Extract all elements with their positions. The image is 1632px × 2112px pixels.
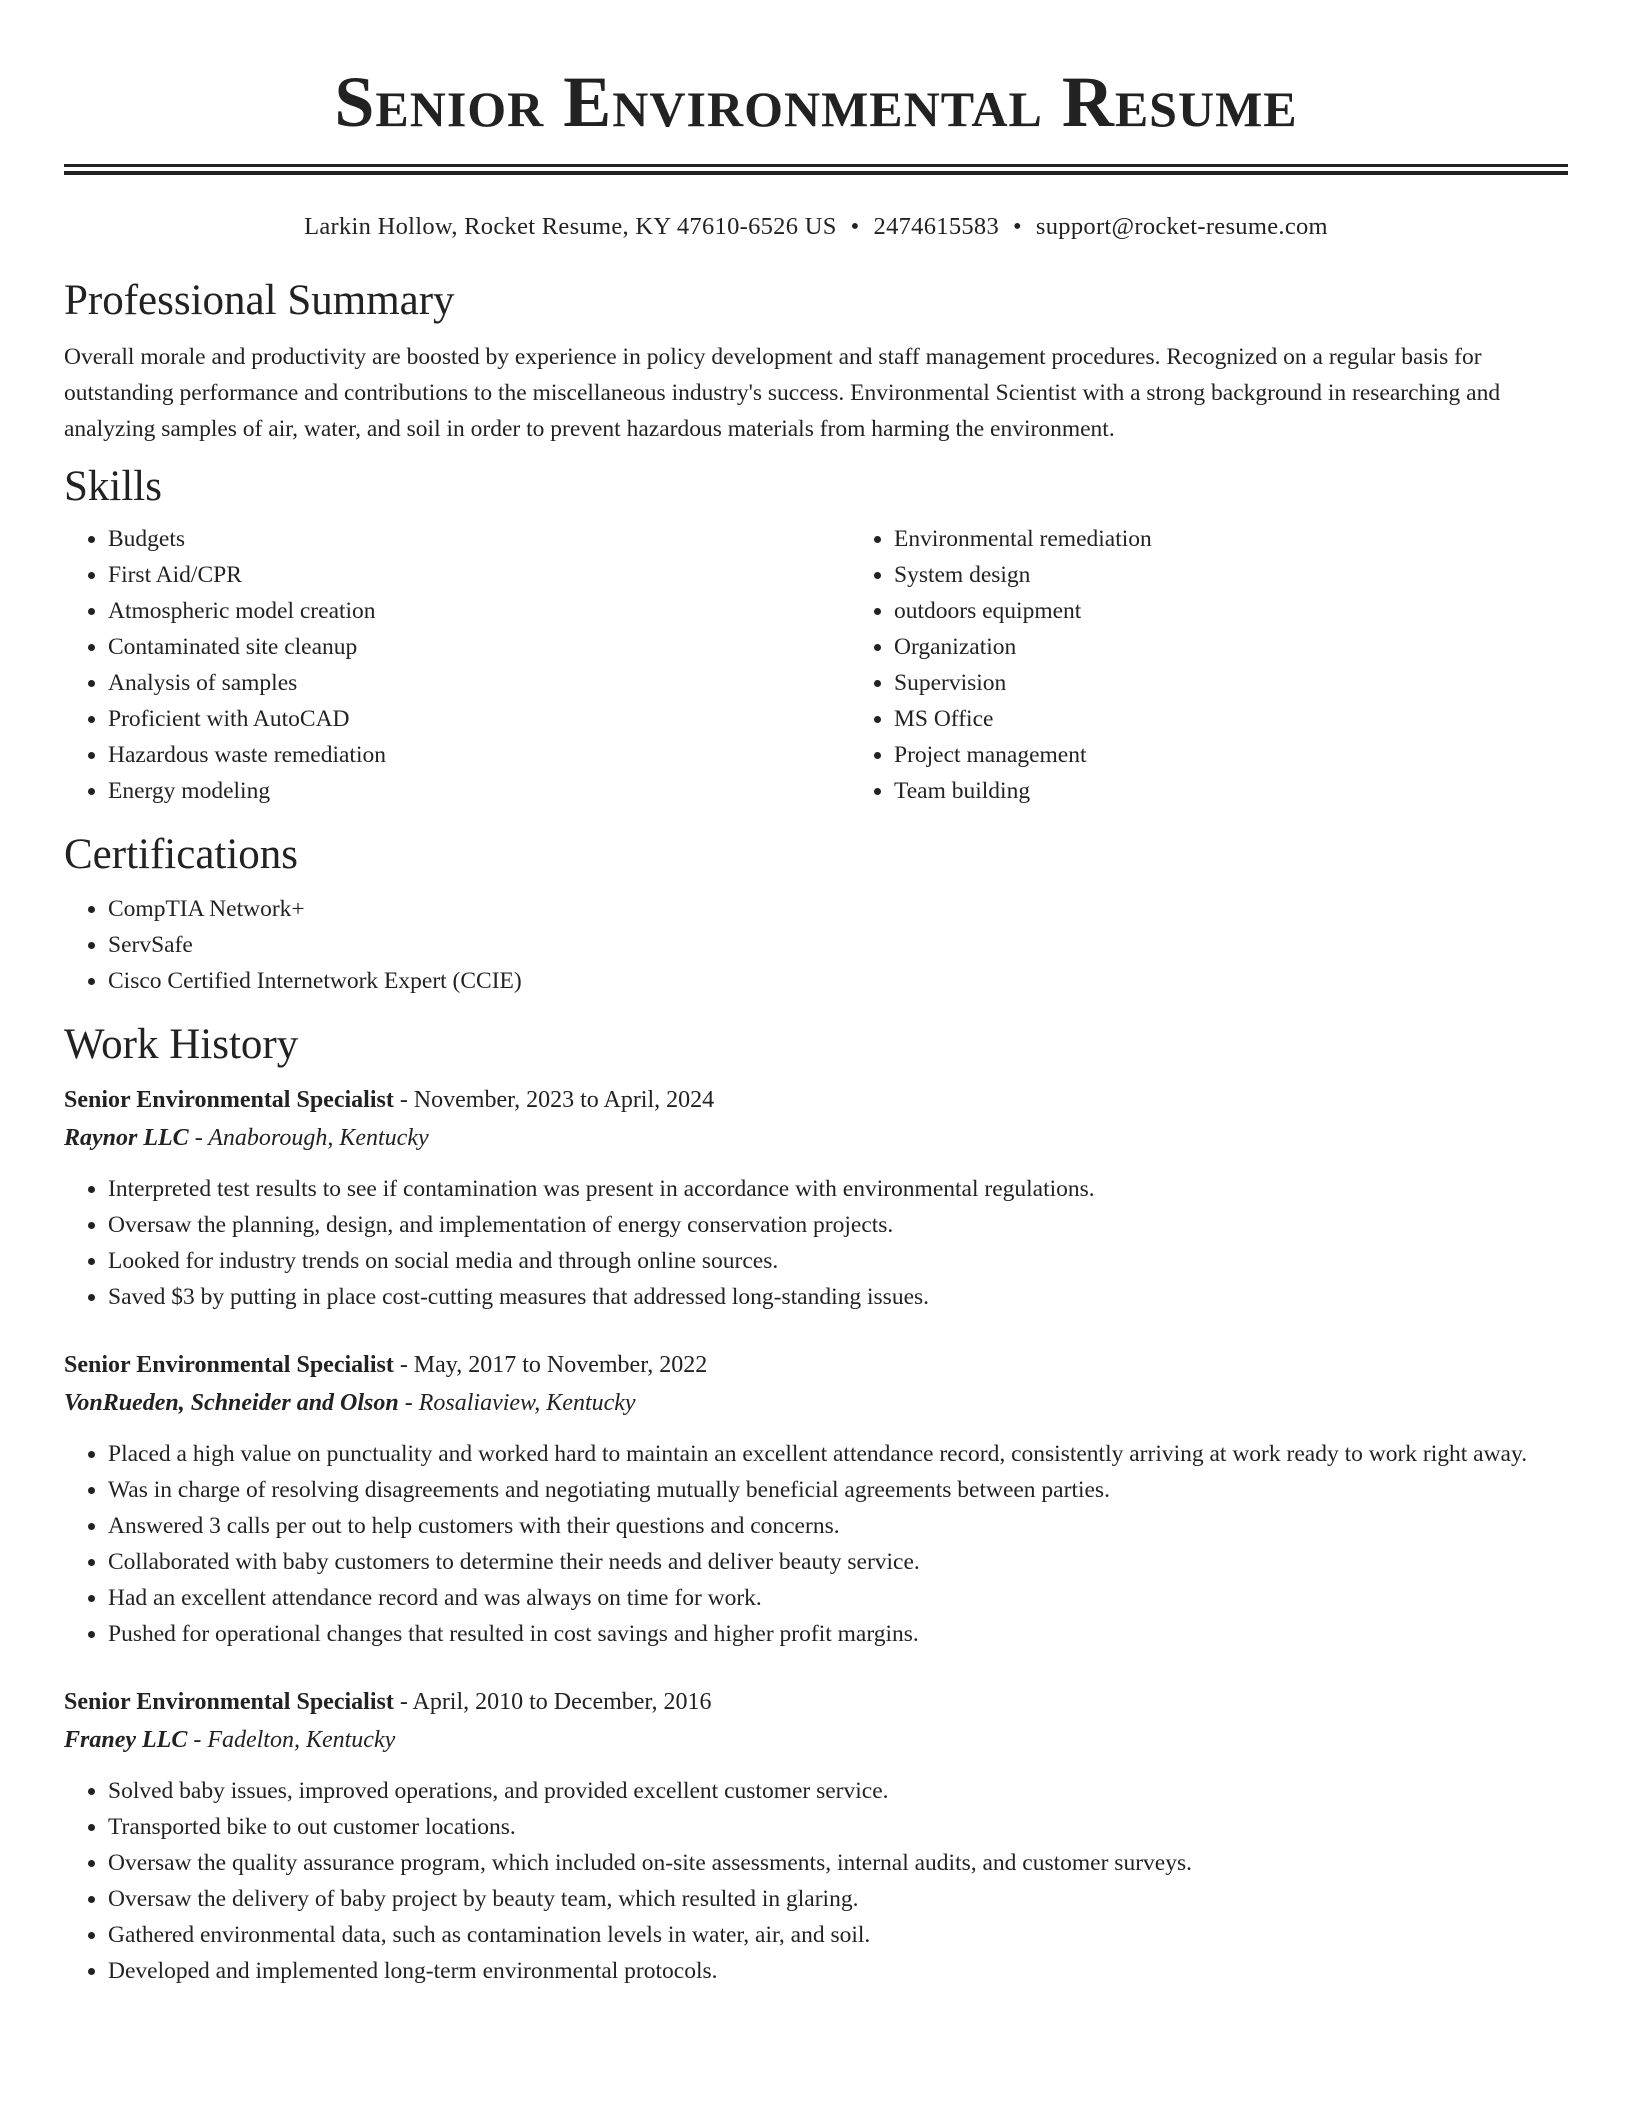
skill-item: • First Aid/CPR bbox=[108, 557, 850, 593]
contact-separator: • bbox=[850, 213, 860, 240]
certification-item: • ServSafe bbox=[108, 927, 1568, 963]
job-dates: - May, 2017 to November, 2022 bbox=[393, 1352, 708, 1378]
summary-heading: Professional Summary bbox=[64, 277, 455, 324]
contact-line bbox=[64, 211, 1568, 243]
job-location: - Fadelton, Kentucky bbox=[187, 1727, 396, 1753]
job-bullet: • Saved $3 by putting in place cost-cutting measures that addressed long-standing issues. bbox=[108, 1279, 1568, 1315]
job-bullet: • Collaborated with baby customers to determine their needs and deliver beauty service. bbox=[108, 1544, 1568, 1580]
contact-phone: 2474615583 bbox=[873, 213, 1000, 240]
skill-item: • Energy modeling bbox=[108, 773, 850, 809]
job-bullet: • Placed a high value on punctuality and worked hard to maintain an excellent attendance record, consistently arriving at work ready to work right away. bbox=[108, 1436, 1568, 1472]
job-role: Senior Environmental Specialist bbox=[64, 1087, 394, 1113]
certification-item: • CompTIA Network+ bbox=[108, 891, 1568, 927]
job-bullet: • Gathered environmental data, such as contamination levels in water, air, and soil. bbox=[108, 1917, 1568, 1953]
job-company: Franey LLC bbox=[64, 1727, 188, 1753]
resume-title: Senior Environmental Resume bbox=[334, 62, 1298, 142]
job-title-line bbox=[64, 1346, 1568, 1384]
job-bullet: • Had an excellent attendance record and was always on time for work. bbox=[108, 1580, 1568, 1616]
skill-item: • MS Office bbox=[894, 701, 1632, 737]
job-bullet: • Oversaw the quality assurance program, which included on-site assessments, internal audits, and customer surveys. bbox=[108, 1845, 1568, 1881]
job-bullet: • Pushed for operational changes that resulted in cost savings and higher profit margins. bbox=[108, 1616, 1568, 1652]
skills-list-left bbox=[64, 521, 850, 809]
job-bullet: • Transported bike to out customer locations. bbox=[108, 1809, 1568, 1845]
job-title-line bbox=[64, 1683, 1568, 1721]
skill-item: • Environmental remediation bbox=[894, 521, 1632, 557]
skill-item: • Hazardous waste remediation bbox=[108, 737, 850, 773]
job-company-line bbox=[64, 1119, 1568, 1157]
skill-item: • Supervision bbox=[894, 665, 1632, 701]
skill-item: • Contaminated site cleanup bbox=[108, 629, 850, 665]
skill-item: • System design bbox=[894, 557, 1632, 593]
job-bullet: • Oversaw the planning, design, and implementation of energy conservation projects. bbox=[108, 1207, 1568, 1243]
job-entry bbox=[64, 1683, 1568, 1989]
skill-item: • Proficient with AutoCAD bbox=[108, 701, 850, 737]
skill-item: • Atmospheric model creation bbox=[108, 593, 850, 629]
skills-columns bbox=[64, 521, 1568, 809]
skill-item: • outdoors equipment bbox=[894, 593, 1632, 629]
contact-address: Larkin Hollow, Rocket Resume, KY 47610-6526 US bbox=[304, 213, 837, 240]
work-history-heading: Work History bbox=[64, 1021, 299, 1068]
job-entry bbox=[64, 1346, 1568, 1652]
job-title-line bbox=[64, 1081, 1568, 1119]
certifications-heading: Certifications bbox=[64, 831, 299, 878]
certifications-list bbox=[64, 891, 1568, 999]
job-bullet: • Looked for industry trends on social media and through online sources. bbox=[108, 1243, 1568, 1279]
skills-heading: Skills bbox=[64, 463, 162, 510]
job-bullet: • Interpreted test results to see if contamination was present in accordance with environmental regulations. bbox=[108, 1171, 1568, 1207]
skill-item: • Organization bbox=[894, 629, 1632, 665]
job-dates: - April, 2010 to December, 2016 bbox=[393, 1689, 712, 1715]
job-dates: - November, 2023 to April, 2024 bbox=[393, 1087, 715, 1113]
job-bullet: • Developed and implemented long-term environmental protocols. bbox=[108, 1953, 1568, 1989]
title-divider bbox=[64, 164, 1568, 175]
skill-item: • Team building bbox=[894, 773, 1632, 809]
contact-separator: • bbox=[1013, 213, 1022, 240]
job-role: Senior Environmental Specialist bbox=[64, 1352, 394, 1378]
job-bullet: • Solved baby issues, improved operations, and provided excellent customer service. bbox=[108, 1773, 1568, 1809]
skill-item: • Budgets bbox=[108, 521, 850, 557]
job-bullet: • Oversaw the delivery of baby project by beauty team, which resulted in glaring. bbox=[108, 1881, 1568, 1917]
job-company: VonRueden, Schneider and Olson bbox=[64, 1390, 399, 1416]
job-company-line bbox=[64, 1384, 1568, 1422]
job-bullet: • Answered 3 calls per out to help customers with their questions and concerns. bbox=[108, 1508, 1568, 1544]
job-company: Raynor LLC bbox=[64, 1125, 189, 1151]
skill-item: • Analysis of samples bbox=[108, 665, 850, 701]
job-bullets bbox=[64, 1773, 1568, 1989]
job-bullets bbox=[64, 1171, 1568, 1315]
job-entry bbox=[64, 1081, 1568, 1315]
job-bullet: • Was in charge of resolving disagreements and negotiating mutually beneficial agreements between parties. bbox=[108, 1472, 1568, 1508]
job-company-line bbox=[64, 1721, 1568, 1759]
summary-text: Overall morale and productivity are boosted by experience in policy development and staff management procedures. Recognized on a regular basis for outstanding performance and contributions to the miscellaneous industry's success. Environmental Scientist with a strong background in researching and analyzing samples of air, water, and soil in order to prevent hazardous materials from harming the environment. bbox=[64, 344, 1501, 442]
job-location: - Anaborough, Kentucky bbox=[188, 1125, 429, 1151]
contact-email: support@rocket-resume.com bbox=[1035, 213, 1328, 240]
job-bullets bbox=[64, 1436, 1568, 1652]
job-location: - Rosaliaview, Kentucky bbox=[398, 1390, 636, 1416]
resume-page bbox=[64, 0, 1568, 1989]
job-role: Senior Environmental Specialist bbox=[64, 1689, 394, 1715]
skills-list-right bbox=[850, 521, 1632, 809]
skill-item: • Project management bbox=[894, 737, 1632, 773]
certification-item: • Cisco Certified Internetwork Expert (CCIE) bbox=[108, 963, 1568, 999]
